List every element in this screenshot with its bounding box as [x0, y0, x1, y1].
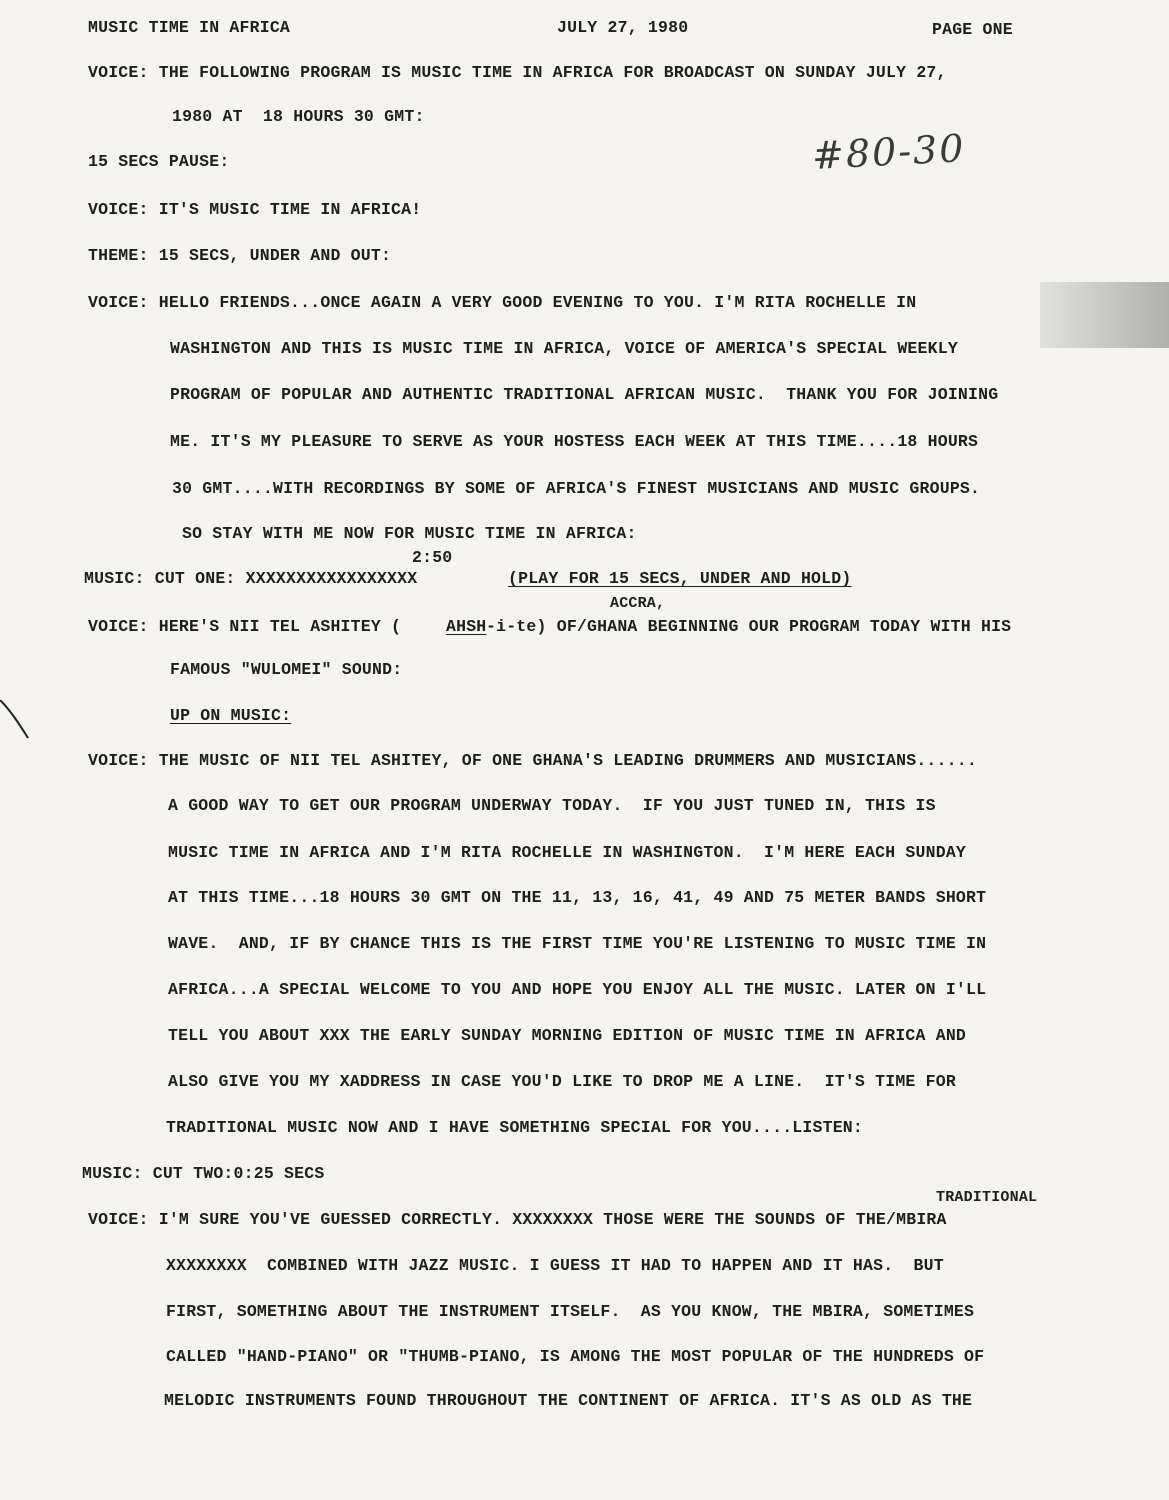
- script-line: XXXXXXXX COMBINED WITH JAZZ MUSIC. I GUESS IT HAD TO HAPPEN AND IT HAS. BUT: [166, 1256, 944, 1275]
- script-line: VOICE: THE FOLLOWING PROGRAM IS MUSIC TIME IN AFRICA FOR BROADCAST ON SUNDAY JULY 27,: [88, 63, 947, 82]
- script-line: ME. IT'S MY PLEASURE TO SERVE AS YOUR HOSTESS EACH WEEK AT THIS TIME....18 HOURS: [170, 432, 979, 451]
- inserted-accra: ACCRA,: [610, 595, 666, 612]
- script-line: VOICE: HELLO FRIENDS...ONCE AGAIN A VERY GOOD EVENING TO YOU. I'M RITA ROCHELLE IN: [88, 293, 917, 312]
- script-line: MUSIC TIME IN AFRICA AND I'M RITA ROCHELLE IN WASHINGTON. I'M HERE EACH SUNDAY: [168, 843, 967, 862]
- script-line: TRADITIONAL MUSIC NOW AND I HAVE SOMETHING SPECIAL FOR YOU....LISTEN:: [166, 1118, 864, 1137]
- script-line: AFRICA...A SPECIAL WELCOME TO YOU AND HOPE YOU ENJOY ALL THE MUSIC. LATER ON I'LL: [168, 980, 987, 999]
- script-line: WASHINGTON AND THIS IS MUSIC TIME IN AFRICA, VOICE OF AMERICA'S SPECIAL WEEKLY: [170, 339, 958, 358]
- script-line: MUSIC: CUT ONE: XXXXXXXXXXXXXXXXX: [84, 569, 418, 588]
- script-line: CALLED "HAND-PIANO" OR "THUMB-PIANO, IS AMONG THE MOST POPULAR OF THE HUNDREDS OF: [166, 1347, 985, 1366]
- script-line: MELODIC INSTRUMENTS FOUND THROUGHOUT THE CONTINENT OF AFRICA. IT'S AS OLD AS THE: [164, 1391, 973, 1410]
- script-line: TELL YOU ABOUT XXX THE EARLY SUNDAY MORNING EDITION OF MUSIC TIME IN AFRICA AND: [168, 1026, 967, 1045]
- script-line: -i-te) OF/GHANA BEGINNING OUR PROGRAM TODAY WITH HIS: [486, 617, 1012, 636]
- cut-one-duration: 2:50: [412, 548, 453, 567]
- script-line: FIRST, SOMETHING ABOUT THE INSTRUMENT ITSELF. AS YOU KNOW, THE MBIRA, SOMETIMES: [166, 1302, 975, 1321]
- script-line: WAVE. AND, IF BY CHANCE THIS IS THE FIRST TIME YOU'RE LISTENING TO MUSIC TIME IN: [168, 934, 987, 953]
- script-line: FAMOUS "WULOMEI" SOUND:: [170, 660, 403, 679]
- script-line: ALSO GIVE YOU MY XADDRESS IN CASE YOU'D LIKE TO DROP ME A LINE. IT'S TIME FOR: [168, 1072, 956, 1091]
- header-date: JULY 27, 1980: [557, 18, 689, 37]
- inserted-traditional: TRADITIONAL: [936, 1189, 1038, 1206]
- script-line: 30 GMT....WITH RECORDINGS BY SOME OF AFRICA'S FINEST MUSICIANS AND MUSIC GROUPS.: [172, 479, 981, 498]
- script-line: PROGRAM OF POPULAR AND AUTHENTIC TRADITIONAL AFRICAN MUSIC. THANK YOU FOR JOINING: [170, 385, 999, 404]
- script-line: 1980 AT 18 HOURS 30 GMT:: [172, 107, 425, 126]
- script-line: MUSIC: CUT TWO:0:25 SECS: [82, 1164, 325, 1183]
- header-page: PAGE ONE: [932, 20, 1013, 39]
- script-line: AT THIS TIME...18 HOURS 30 GMT ON THE 11, 13, 16, 41, 49 AND 75 METER BANDS SHORT: [168, 888, 987, 907]
- script-line: THEME: 15 SECS, UNDER AND OUT:: [88, 246, 392, 265]
- script-line: A GOOD WAY TO GET OUR PROGRAM UNDERWAY TODAY. IF YOU JUST TUNED IN, THIS IS: [168, 796, 936, 815]
- play-instruction: (PLAY FOR 15 SECS, UNDER AND HOLD): [508, 569, 852, 588]
- script-line: SO STAY WITH ME NOW FOR MUSIC TIME IN AFRICA:: [182, 524, 637, 543]
- scan-shadow: [1040, 282, 1169, 348]
- handwritten-note: #80-30: [810, 126, 967, 178]
- pronunciation-ahsh: AHSH: [446, 617, 487, 636]
- up-on-music: UP ON MUSIC:: [170, 706, 292, 725]
- paper-fold-mark: [0, 700, 30, 740]
- script-line: 15 SECS PAUSE:: [88, 152, 230, 171]
- script-line: VOICE: THE MUSIC OF NII TEL ASHITEY, OF ONE GHANA'S LEADING DRUMMERS AND MUSICIANS......: [88, 751, 977, 770]
- script-line: VOICE: I'M SURE YOU'VE GUESSED CORRECTLY. XXXXXXXX THOSE WERE THE SOUNDS OF THE/MBIRA: [88, 1210, 947, 1229]
- script-line: VOICE: HERE'S NII TEL ASHITEY (: [88, 617, 402, 636]
- script-line: VOICE: IT'S MUSIC TIME IN AFRICA!: [88, 200, 422, 219]
- header-program: MUSIC TIME IN AFRICA: [88, 18, 291, 37]
